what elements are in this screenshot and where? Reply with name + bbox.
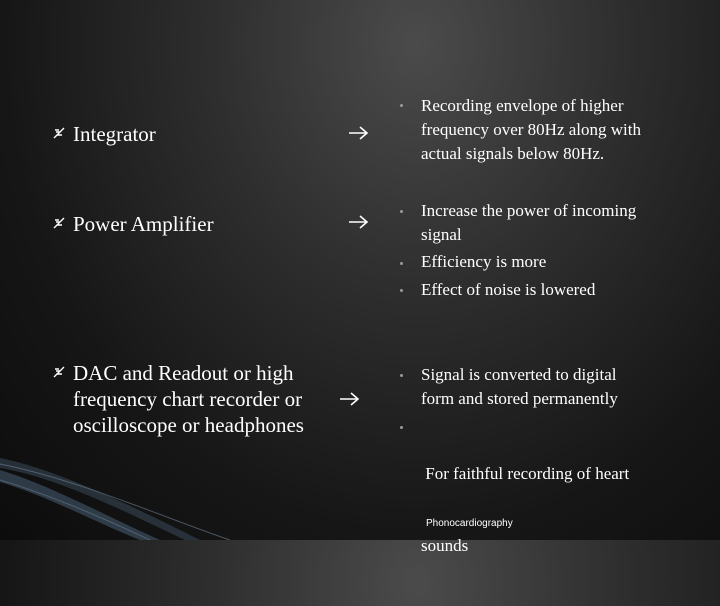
- right-arrow-icon: [339, 391, 361, 407]
- component-line: Power Amplifier: [73, 212, 214, 236]
- description-line: actual signals below 80Hz.: [421, 144, 605, 163]
- description-line: For faithful recording of heart: [421, 464, 630, 483]
- description-line: Efficiency is more: [421, 252, 547, 271]
- small-dot-bullet-icon: [400, 104, 403, 107]
- component-line: oscilloscope or headphones: [73, 413, 304, 437]
- component-line: DAC and Readout or high: [73, 361, 294, 385]
- component-line: Integrator: [73, 122, 156, 146]
- description-line: Increase the power of incoming: [421, 201, 637, 220]
- right-arrow-icon: [348, 125, 370, 141]
- small-dot-bullet-icon: [400, 289, 403, 292]
- description-line: signal: [421, 225, 462, 244]
- feather-bullet-icon: [52, 365, 66, 379]
- description-power-amplifier-2: [421, 250, 546, 274]
- small-dot-bullet-icon: [400, 262, 403, 265]
- component-integrator: [73, 121, 156, 147]
- description-power-amplifier-1: [421, 199, 636, 247]
- feather-bullet-icon: [52, 126, 66, 140]
- footer-label: Phonocardiography: [426, 518, 513, 529]
- small-dot-bullet-icon: [400, 210, 403, 213]
- corner-wave-decoration: [0, 440, 340, 540]
- description-line: form and stored permanently: [421, 389, 618, 408]
- feather-bullet-icon: [52, 216, 66, 230]
- description-line: Signal is converted to digital: [421, 365, 617, 384]
- description-dac-1: [421, 363, 618, 411]
- description-dac-2: [421, 414, 629, 606]
- small-dot-bullet-icon: [400, 374, 403, 377]
- description-integrator: [421, 94, 641, 166]
- description-line: Effect of noise is lowered: [421, 280, 596, 299]
- small-dot-bullet-icon: [400, 426, 403, 429]
- component-power-amplifier: [73, 211, 214, 237]
- description-line: frequency over 80Hz along with: [421, 120, 641, 139]
- component-line: frequency chart recorder or: [73, 387, 303, 411]
- right-arrow-icon: [348, 214, 370, 230]
- component-dac-readout: [73, 360, 304, 438]
- description-power-amplifier-3: [421, 278, 595, 302]
- description-line: sounds: [421, 536, 469, 555]
- description-line: Recording envelope of higher: [421, 96, 624, 115]
